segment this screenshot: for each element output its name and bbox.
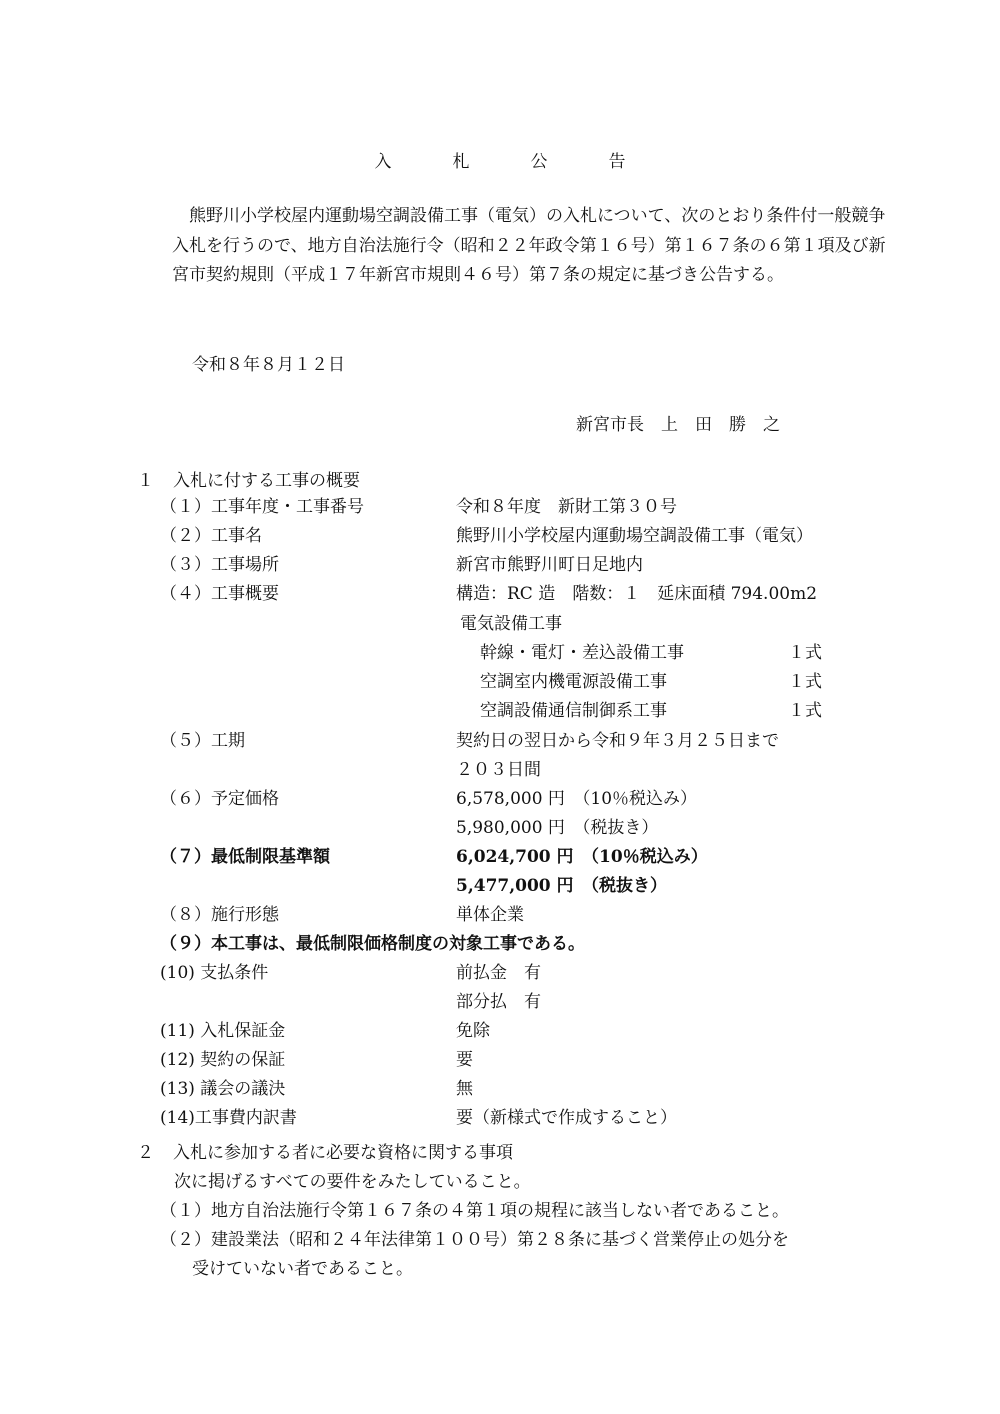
item-label: (14)工事費内訳書 <box>160 1108 297 1128</box>
work-qty: １式 <box>788 701 822 721</box>
work-row <box>160 639 900 668</box>
item-row <box>160 959 900 988</box>
item-row <box>160 727 900 756</box>
item-label: (13) 議会の議決 <box>160 1079 286 1099</box>
item-value: ２０３日間 <box>456 760 541 780</box>
item-row <box>160 756 900 785</box>
section-number: １ <box>137 471 154 491</box>
item-value: 要 <box>456 1050 473 1070</box>
section-2-heading <box>137 1138 513 1163</box>
item-row <box>160 551 900 580</box>
item-label: （５）工期 <box>160 731 245 751</box>
work-name: 空調室内機電源設備工事 <box>480 672 667 692</box>
intro-paragraph: 熊野川小学校屋内運動場空調設備工事（電気）の入札について、次のとおり条件付一般競争入札を行うので、地方自治法施行令（昭和２２年政令第１６号）第１６７条の６第１項及び新宮市契約規則（平成１７年新宮市規則４６号）第７条の規定に基づき公告する。 <box>172 206 886 285</box>
work-row <box>160 668 900 697</box>
item-row <box>160 1075 900 1104</box>
requirement-item-continued: 受けていない者であること。 <box>192 1259 413 1279</box>
item-row <box>160 610 900 639</box>
item-row <box>160 1017 900 1046</box>
item-row <box>160 1104 900 1133</box>
item-value: 熊野川小学校屋内運動場空調設備工事（電気） <box>456 526 813 546</box>
item-value: 免除 <box>456 1021 490 1041</box>
item-value: 令和８年度 新財工第３０号 <box>456 497 677 517</box>
item-label: (12) 契約の保証 <box>160 1050 286 1070</box>
item-label: (11) 入札保証金 <box>160 1021 286 1041</box>
item-value: 前払金 有 <box>456 963 541 983</box>
item-row <box>160 901 900 930</box>
item-label: (10) 支払条件 <box>160 963 269 983</box>
requirement-item: （１）地方自治法施行令第１６７条の４第１項の規程に該当しない者であること。 <box>160 1201 789 1221</box>
item-value: 契約日の翌日から令和９年３月２５日まで <box>456 731 779 751</box>
item-value: 構造：RC 造 階数：１ 延床面積 794.00m2 <box>456 584 818 604</box>
item-value: 5,477,000 円 （税抜き） <box>456 876 668 896</box>
work-qty: １式 <box>788 643 822 663</box>
item-row <box>160 814 900 843</box>
item-value: 6,578,000 円 （10％税込み） <box>456 789 698 809</box>
item-row <box>160 988 900 1017</box>
document-title: 入 札 公 告 <box>374 152 648 172</box>
item-row <box>160 493 900 522</box>
notice-date: 令和８年８月１２日 <box>192 355 345 375</box>
section-number: ２ <box>137 1143 154 1163</box>
requirement-item: （２）建設業法（昭和２４年法律第１００号）第２８条に基づく営業停止の処分を <box>160 1230 789 1250</box>
item-row <box>160 843 900 872</box>
work-name: 幹線・電灯・差込設備工事 <box>480 643 684 663</box>
item-row <box>160 785 900 814</box>
item-row <box>160 1046 900 1075</box>
item-value: 5,980,000 円 （税抜き） <box>456 818 659 838</box>
item-value: 無 <box>456 1079 473 1099</box>
item-value: 6,024,700 円 （10％税込み） <box>456 847 708 867</box>
item-label: （１）工事年度・工事番号 <box>160 497 364 517</box>
section-title: 入札に付する工事の概要 <box>173 471 360 491</box>
section-title: 入札に参加する者に必要な資格に関する事項 <box>173 1143 513 1163</box>
item-label: （８）施行形態 <box>160 905 279 925</box>
section-1-heading <box>137 466 360 491</box>
item-label: （２）工事名 <box>160 526 262 546</box>
item-row <box>160 522 900 551</box>
work-qty: １式 <box>788 672 822 692</box>
item-label: （４）工事概要 <box>160 584 279 604</box>
item-label: （７）最低制限基準額 <box>160 847 330 867</box>
item-row <box>160 930 900 959</box>
item-value: 部分払 有 <box>456 992 541 1012</box>
item-label: （３）工事場所 <box>160 555 279 575</box>
section-2-lead: 次に掲げるすべての要件をみたしていること。 <box>174 1172 531 1192</box>
item-row <box>160 580 900 609</box>
item-value: 単体企業 <box>456 905 524 925</box>
work-name: 空調設備通信制御系工事 <box>480 701 667 721</box>
item-label: （６）予定価格 <box>160 789 279 809</box>
item-value: 新宮市熊野川町日足地内 <box>456 555 643 575</box>
item-row <box>160 872 900 901</box>
work-row <box>160 697 900 726</box>
item-value: 要（新様式で作成すること） <box>456 1108 677 1128</box>
work-category: 電気設備工事 <box>460 614 562 634</box>
signer: 新宮市長 上 田 勝 之 <box>576 415 780 435</box>
item-label: （９）本工事は、最低制限価格制度の対象工事である。 <box>160 934 585 954</box>
